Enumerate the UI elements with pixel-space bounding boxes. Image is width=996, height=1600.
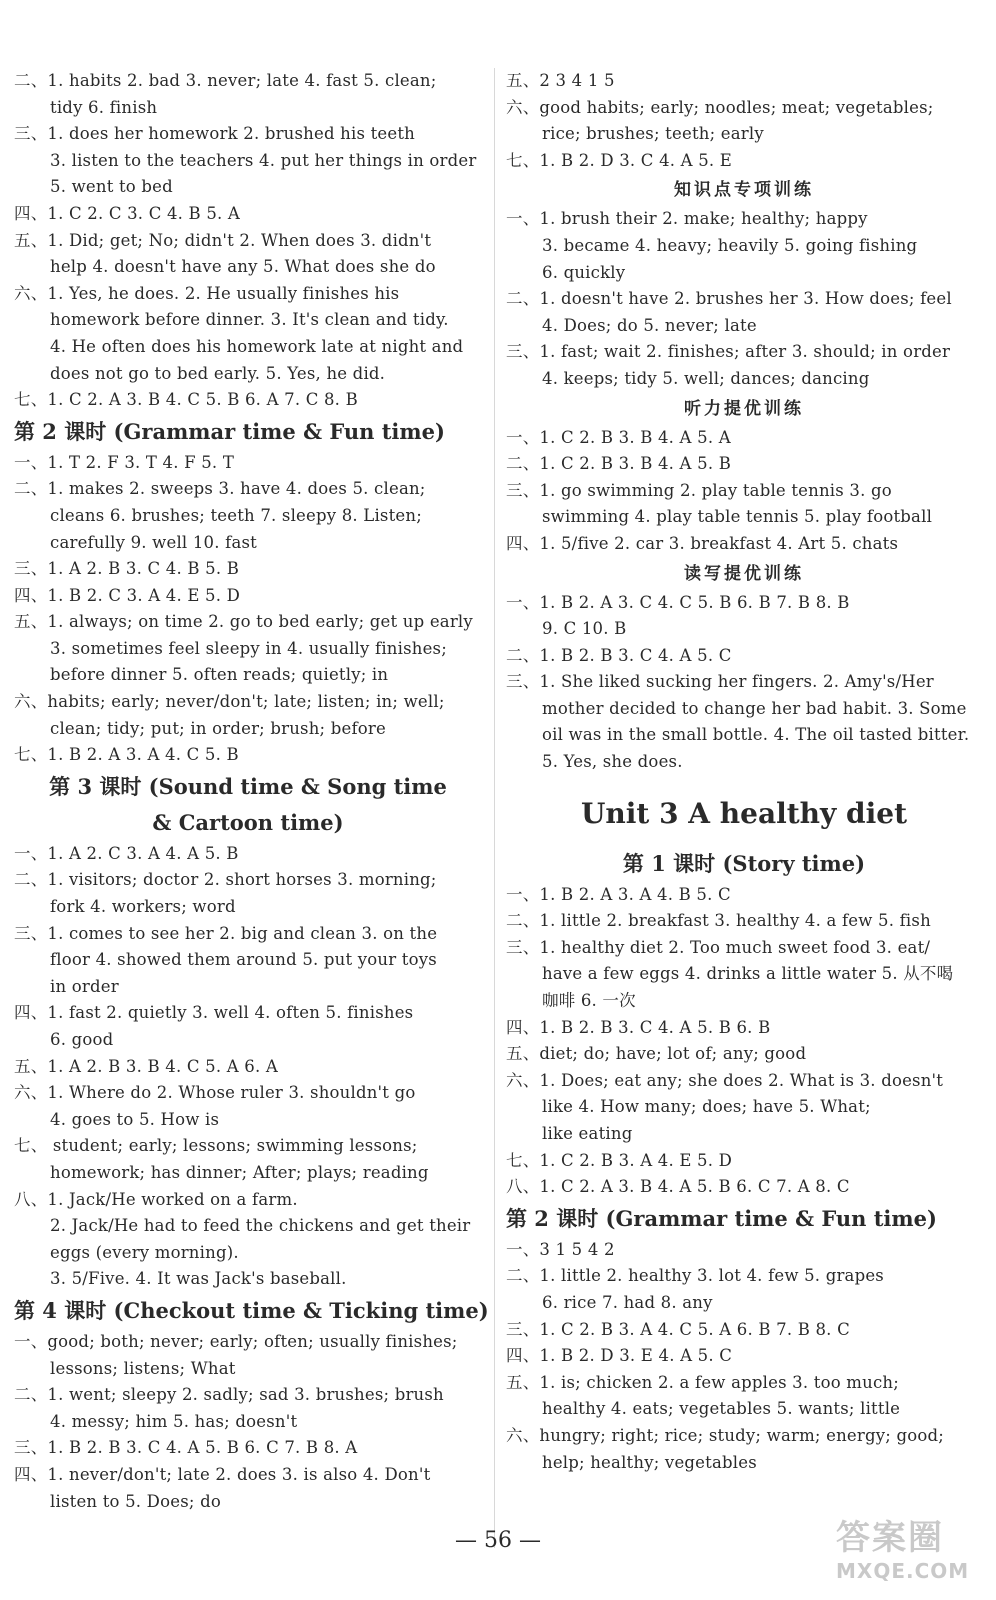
answer-line: 五、1. Did; get; No; didn't 2. When does 3. didn't: [14, 230, 432, 250]
answer-line: 五、diet; do; have; lot of; any; good: [506, 1044, 807, 1064]
answer-line: 4. messy; him 5. has; doesn't: [50, 1411, 298, 1431]
lesson-heading: 第 1 课时 (Story time): [622, 850, 866, 876]
answer-line: 四、1. C 2. C 3. C 4. B 5. A: [14, 203, 241, 223]
lesson-heading: 第 2 课时 (Grammar time & Fun time): [14, 418, 445, 444]
answer-line: homework before dinner. 3. It's clean and tidy.: [50, 310, 449, 330]
answer-line: 一、3 1 5 4 2: [506, 1239, 615, 1259]
answer-line: 二、1. little 2. breakfast 3. healthy 4. a few 5. fish: [506, 911, 931, 931]
answer-line: 二、1. little 2. healthy 3. lot 4. few 5. grapes: [506, 1266, 884, 1286]
answer-line: like eating: [542, 1124, 633, 1143]
answer-line: 咖啡 6. 一次: [542, 991, 636, 1011]
answer-line: 五、1. A 2. B 3. B 4. C 5. A 6. A: [14, 1056, 278, 1076]
answer-line: 七、1. B 2. D 3. C 4. A 5. E: [506, 150, 733, 170]
answer-line: carefully 9. well 10. fast: [50, 532, 257, 552]
answer-line: 4. He often does his homework late at night and: [50, 336, 464, 356]
answer-line: 四、1. 5/five 2. car 3. breakfast 4. Art 5. chats: [506, 533, 899, 553]
left-column: [14, 68, 489, 1515]
answer-line: 3. sometimes feel sleepy in 4. usually finishes;: [50, 638, 447, 658]
answer-line: fork 4. workers; word: [50, 897, 236, 917]
answer-line: have a few eggs 4. drinks a little water 5. 从不喝: [542, 964, 954, 984]
answer-line: 3. became 4. heavy; heavily 5. going fishing: [542, 235, 918, 255]
right-column: [506, 68, 982, 1476]
answer-line: 二、1. habits 2. bad 3. never; late 4. fast 5. clean;: [14, 71, 437, 90]
answer-line: 2. Jack/He had to feed the chickens and get their: [50, 1216, 471, 1236]
answer-line: 三、1. She liked sucking her fingers. 2. Amy's/Her: [506, 672, 934, 692]
answer-line: does not go to bed early. 5. Yes, he did.: [50, 363, 386, 383]
answer-line: 一、1. brush their 2. make; healthy; happy: [506, 209, 868, 229]
answer-line: 二、1. doesn't have 2. brushes her 3. How does; feel: [506, 289, 952, 309]
answer-line: 二、1. B 2. B 3. C 4. A 5. C: [506, 645, 732, 665]
answer-line: 一、1. T 2. F 3. T 4. F 5. T: [14, 452, 235, 472]
unit-title: Unit 3 A healthy diet: [580, 796, 908, 830]
answer-line: 三、1. fast; wait 2. finishes; after 3. should; in order: [506, 342, 951, 362]
answer-line: 三、1. B 2. B 3. C 4. A 5. B 6. C 7. B 8. A: [14, 1438, 358, 1458]
answer-line: 五、1. always; on time 2. go to bed early; get up early: [14, 612, 473, 632]
watermark-title: 答案圈: [836, 1518, 944, 1558]
answer-line: 4. keeps; tidy 5. well; dances; dancing: [542, 368, 870, 388]
answer-line: 三、1. go swimming 2. play table tennis 3. go: [506, 480, 892, 500]
lesson-heading: & Cartoon time): [152, 809, 344, 835]
answer-line: in order: [50, 976, 119, 996]
lesson-heading: 第 4 课时 (Checkout time & Ticking time): [14, 1297, 489, 1323]
answer-line: 六、1. Yes, he does. 2. He usually finishes his: [14, 283, 400, 303]
answer-line: 三、1. comes to see her 2. big and clean 3. on the: [14, 923, 438, 943]
answer-line: 6. rice 7. had 8. any: [542, 1292, 713, 1312]
answer-line: 一、1. A 2. C 3. A 4. A 5. B: [14, 843, 239, 863]
lesson-heading: 第 2 课时 (Grammar time & Fun time): [506, 1205, 937, 1231]
watermark-url: MXQE.COM: [836, 1559, 970, 1583]
answer-line: healthy 4. eats; vegetables 5. wants; little: [542, 1399, 901, 1419]
answer-line: 二、1. went; sleepy 2. sadly; sad 3. brushes; brush: [14, 1385, 444, 1405]
answer-line: 一、1. B 2. A 3. C 4. C 5. B 6. B 7. B 8. B: [506, 592, 850, 612]
answer-line: like 4. How many; does; have 5. What;: [542, 1097, 871, 1117]
answer-line: help 4. doesn't have any 5. What does she do: [50, 257, 436, 277]
answer-line: 一、1. C 2. B 3. B 4. A 5. A: [506, 427, 731, 447]
answer-line: 4. Does; do 5. never; late: [542, 315, 757, 335]
answer-line: clean; tidy; put; in order; brush; before: [50, 718, 386, 738]
answer-line: 一、1. B 2. A 3. A 4. B 5. C: [506, 884, 731, 904]
answer-line: 三、1. does her homework 2. brushed his teeth: [14, 124, 416, 144]
answer-line: 三、1. A 2. B 3. C 4. B 5. B: [14, 559, 240, 579]
watermark-logo: [836, 1510, 976, 1590]
answer-line: 四、1. B 2. C 3. A 4. E 5. D: [14, 585, 241, 605]
answer-line: 八、1. C 2. A 3. B 4. A 5. B 6. C 7. A 8. C: [506, 1177, 850, 1197]
answer-line: 一、good; both; never; early; often; usually finishes;: [14, 1331, 458, 1351]
answer-line: 6. quickly: [542, 262, 626, 282]
answer-line: 六、habits; early; never/don't; late; listen; in; well;: [14, 692, 445, 712]
answer-line: 七、1. B 2. A 3. A 4. C 5. B: [14, 745, 239, 765]
answer-line: 五、1. is; chicken 2. a few apples 3. too much;: [506, 1372, 900, 1392]
answer-line: eggs (every morning).: [50, 1242, 239, 1262]
page-number: — 56 —: [455, 1528, 541, 1553]
answer-line: 七、1. C 2. A 3. B 4. C 5. B 6. A 7. C 8. B: [14, 390, 358, 410]
answer-line: 3. listen to the teachers 4. put her things in order: [50, 150, 477, 170]
answer-line: 6. good: [50, 1030, 114, 1049]
answer-line: listen to 5. Does; do: [50, 1491, 221, 1511]
answer-line: 二、1. visitors; doctor 2. short horses 3. morning;: [14, 870, 437, 890]
answer-line: help; healthy; vegetables: [542, 1452, 757, 1472]
answer-line: 四、1. B 2. B 3. C 4. A 5. B 6. B: [506, 1017, 771, 1037]
answer-line: 八、1. Jack/He worked on a farm.: [14, 1189, 298, 1209]
answer-line: swimming 4. play table tennis 5. play football: [542, 507, 933, 527]
answer-line: before dinner 5. often reads; quietly; in: [50, 665, 389, 685]
answer-line: 六、1. Does; eat any; she does 2. What is 3. doesn't: [506, 1070, 944, 1090]
lesson-heading: 第 3 课时 (Sound time & Song time: [49, 773, 447, 799]
section-heading: 听力提优训练: [684, 398, 804, 419]
answer-line: 四、1. fast 2. quietly 3. well 4. often 5. finishes: [14, 1003, 414, 1023]
answer-line: 五、2 3 4 1 5: [506, 71, 615, 90]
answer-line: 七、1. C 2. B 3. A 4. E 5. D: [506, 1150, 733, 1170]
answer-line: mother decided to change her bad habit. 3. Some: [542, 698, 967, 718]
section-heading: 读写提优训练: [684, 563, 804, 584]
answer-line: lessons; listens; What: [50, 1358, 236, 1378]
answer-line: 三、1. C 2. B 3. A 4. C 5. A 6. B 7. B 8. C: [506, 1319, 850, 1339]
section-heading: 知识点专项训练: [674, 180, 814, 201]
answer-line: 六、good habits; early; noodles; meat; vegetables;: [506, 97, 934, 117]
answer-line: 三、1. healthy diet 2. Too much sweet food 3. eat/: [506, 937, 931, 957]
answer-line: 六、1. Where do 2. Whose ruler 3. shouldn't go: [14, 1083, 416, 1103]
column-divider: [494, 68, 495, 1548]
answer-line: 四、1. B 2. D 3. E 4. A 5. C: [506, 1346, 733, 1366]
answer-line: 9. C 10. B: [542, 619, 627, 639]
answer-line: tidy 6. finish: [50, 97, 158, 117]
answer-line: homework; has dinner; After; plays; reading: [50, 1162, 429, 1182]
answer-line: 5. went to bed: [50, 177, 173, 197]
answer-line: oil was in the small bottle. 4. The oil tasted bitter.: [542, 725, 970, 745]
answer-line: floor 4. showed them around 5. put your toys: [50, 950, 437, 970]
answer-line: cleans 6. brushes; teeth 7. sleepy 8. Listen;: [50, 505, 422, 525]
answer-line: 四、1. never/don't; late 2. does 3. is also 4. Don't: [14, 1464, 431, 1484]
answer-line: rice; brushes; teeth; early: [542, 124, 764, 144]
answer-line: 二、1. C 2. B 3. B 4. A 5. B: [506, 454, 732, 474]
answer-line: 4. goes to 5. How is: [50, 1109, 220, 1129]
answer-line: 七、 student; early; lessons; swimming lessons;: [14, 1136, 418, 1156]
answer-line: 5. Yes, she does.: [542, 752, 683, 772]
answer-line: 3. 5/Five. 4. It was Jack's baseball.: [50, 1269, 347, 1289]
answer-line: 二、1. makes 2. sweeps 3. have 4. does 5. clean;: [14, 479, 426, 499]
answer-line: 六、hungry; right; rice; study; warm; energy; good;: [506, 1425, 945, 1445]
